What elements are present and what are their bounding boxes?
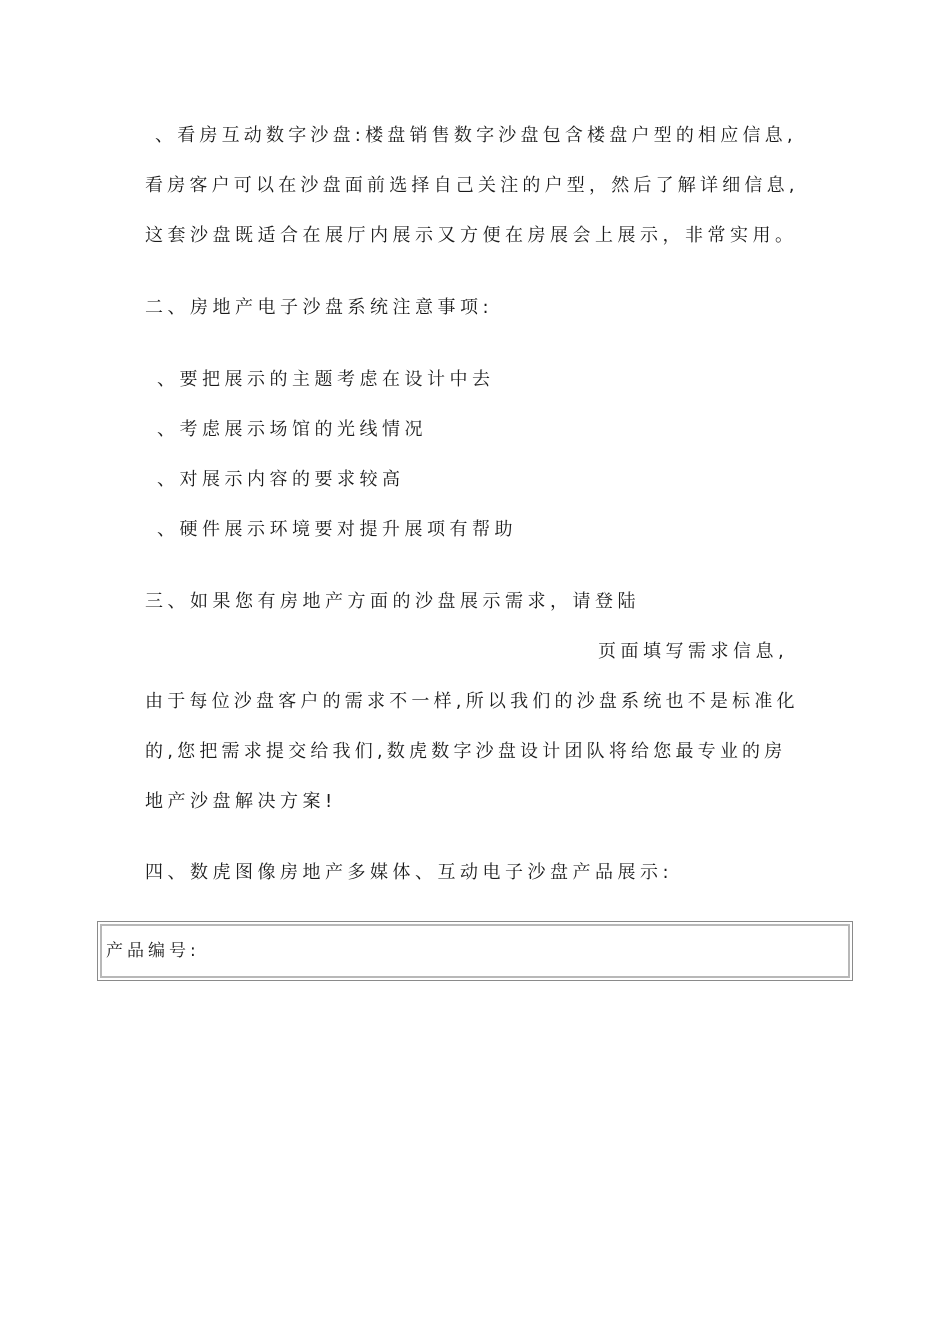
list-item: 、要把展示的主题考虑在设计中去 [157, 369, 495, 390]
section-heading: 二、房地产电子沙盘系统注意事项: [145, 297, 494, 318]
paragraph-line: 地产沙盘解决方案! [145, 791, 337, 812]
paragraph-line: 看房客户可以在沙盘面前选择自己关注的户型，然后了解详细信息, [145, 175, 799, 196]
paragraph-line: 由于每位沙盘客户的需求不一样,所以我们的沙盘系统也不是标准化 [145, 691, 799, 712]
product-table-cell [100, 924, 850, 978]
section-heading: 四、数虎图像房地产多媒体、互动电子沙盘产品展示: [145, 862, 674, 883]
list-item: 、考虑展示场馆的光线情况 [157, 419, 427, 440]
paragraph-line: 的,您把需求提交给我们,数虎数字沙盘设计团队将给您最专业的房 [145, 741, 787, 762]
product-number-label: 产品编号: [106, 941, 200, 961]
paragraph-line: 三、如果您有房地产方面的沙盘展示需求，请登陆 [145, 591, 640, 612]
product-table [97, 921, 853, 981]
list-item: 、对展示内容的要求较高 [157, 469, 405, 490]
paragraph-line: 、看房互动数字沙盘:楼盘销售数字沙盘包含楼盘户型的相应信息, [155, 125, 797, 146]
paragraph-line: 页面填写需求信息, [598, 641, 789, 662]
list-item: 、硬件展示环境要对提升展项有帮助 [157, 519, 517, 540]
paragraph-line: 这套沙盘既适合在展厅内展示又方便在房展会上展示，非常实用。 [145, 225, 798, 246]
